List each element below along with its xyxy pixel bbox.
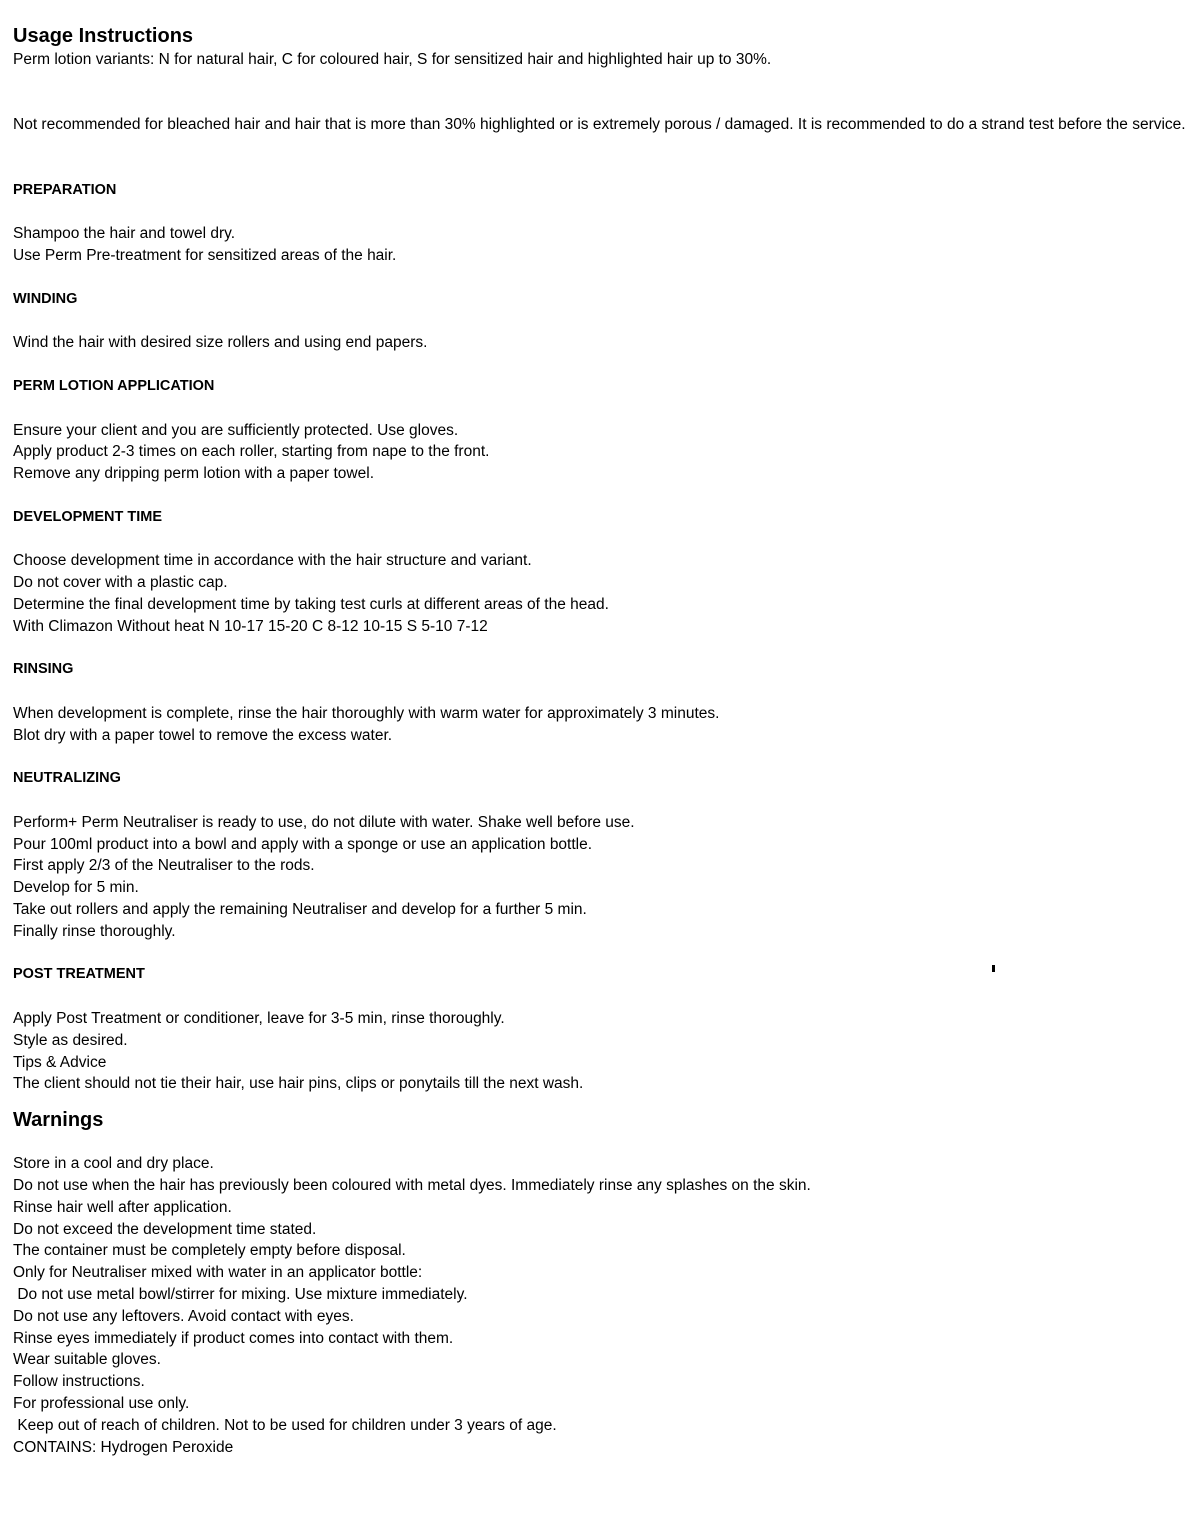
warning-line: The container must be completely empty before disposal. [13, 1242, 406, 1260]
section-heading-application: PERM LOTION APPLICATION [13, 377, 215, 394]
section-heading-post-treatment: POST TREATMENT [13, 966, 145, 983]
warning-line: Wear suitable gloves. [13, 1351, 161, 1369]
warning-line: Only for Neutraliser mixed with water in an applicator bottle: [13, 1264, 423, 1282]
preparation-line: Use Perm Pre-treatment for sensitized areas of the hair. [13, 247, 397, 265]
post-treatment-line: Apply Post Treatment or conditioner, leave for 3-5 min, rinse thoroughly. [13, 1010, 505, 1028]
warning-line: Do not exceed the development time stated. [13, 1220, 317, 1238]
neutralizing-line: Take out rollers and apply the remaining Neutraliser and develop for a further 5 min. [13, 901, 587, 919]
warning-line: Store in a cool and dry place. [13, 1155, 214, 1173]
post-treatment-line: Tips & Advice [13, 1053, 107, 1071]
warning-line: Do not use when the hair has previously been coloured with metal dyes. Immediately rinse any splashes on the skin. [13, 1177, 811, 1195]
rinsing-line: Blot dry with a paper towel to remove the excess water. [13, 726, 393, 744]
usage-instructions-title: Usage Instructions [13, 25, 194, 47]
neutralizing-line: Perform+ Perm Neutraliser is ready to use, do not dilute with water. Shake well before use. [13, 813, 635, 831]
neutralizing-line: Finally rinse thoroughly. [13, 922, 176, 940]
neutralizing-line: Develop for 5 min. [13, 879, 139, 897]
warning-line: Do not use any leftovers. Avoid contact with eyes. [13, 1307, 354, 1325]
application-line: Ensure your client and you are sufficiently protected. Use gloves. [13, 421, 459, 439]
rinsing-line: When development is complete, rinse the hair thoroughly with warm water for approximately 3 minutes. [13, 704, 720, 722]
development-line: With Climazon Without heat N 10-17 15-20 C 8-12 10-15 S 5-10 7-12 [13, 617, 488, 635]
development-line: Determine the final development time by taking test curls at different areas of the head. [13, 595, 609, 613]
not-recommended-note: Not recommended for bleached hair and hair that is more than 30% highlighted or is extremely porous / damaged. It is recommended to do a strand test before the service. [13, 116, 1186, 134]
warning-line: For professional use only. [13, 1395, 190, 1413]
section-heading-neutralizing: NEUTRALIZING [13, 770, 121, 787]
warning-line: Follow instructions. [13, 1373, 145, 1391]
post-treatment-line: Style as desired. [13, 1031, 128, 1049]
warnings-title: Warnings [13, 1109, 104, 1132]
preparation-line: Shampoo the hair and towel dry. [13, 225, 236, 243]
application-line: Remove any dripping perm lotion with a paper towel. [13, 465, 374, 483]
post-treatment-line: The client should not tie their hair, use hair pins, clips or ponytails till the next wash. [13, 1075, 584, 1093]
section-heading-rinsing: RINSING [13, 661, 74, 678]
document-body [13, 23, 1193, 1458]
warning-line: Keep out of reach of children. Not to be used for children under 3 years of age. [13, 1416, 557, 1434]
section-heading-preparation: PREPARATION [13, 181, 117, 198]
neutralizing-line: First apply 2/3 of the Neutraliser to the rods. [13, 857, 315, 875]
warning-line: CONTAINS: Hydrogen Peroxide [13, 1438, 234, 1456]
neutralizing-line: Pour 100ml product into a bowl and apply with a sponge or use an application bottle. [13, 835, 593, 853]
warning-line: Do not use metal bowl/stirrer for mixing. Use mixture immediately. [13, 1286, 468, 1304]
application-line: Apply product 2-3 times on each roller, starting from nape to the front. [13, 443, 490, 461]
variants-text: Perm lotion variants: N for natural hair, C for coloured hair, S for sensitized hair and highlighted hair up to 30%. [13, 51, 772, 68]
warning-line: Rinse eyes immediately if product comes into contact with them. [13, 1329, 454, 1347]
development-line: Do not cover with a plastic cap. [13, 574, 228, 592]
warning-line: Rinse hair well after application. [13, 1198, 232, 1216]
development-line: Choose development time in accordance with the hair structure and variant. [13, 552, 532, 570]
section-heading-winding: WINDING [13, 290, 78, 307]
stray-mark [992, 965, 995, 972]
winding-line: Wind the hair with desired size rollers and using end papers. [13, 334, 428, 352]
section-heading-development: DEVELOPMENT TIME [13, 508, 163, 525]
